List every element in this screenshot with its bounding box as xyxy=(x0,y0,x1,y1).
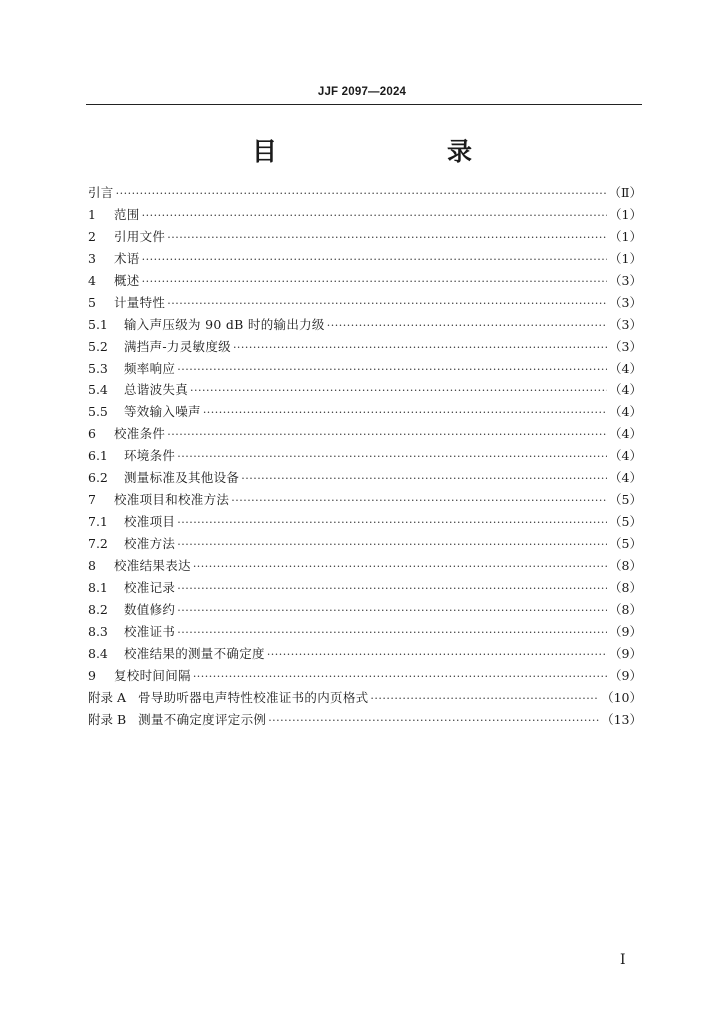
toc-entry-title: 测量不确定度评定示例 xyxy=(138,711,267,727)
toc-entry-number: 8.2 xyxy=(88,601,108,617)
toc-entry-title: 总谐波失真 xyxy=(124,382,189,398)
toc-leader-dots xyxy=(177,534,607,556)
toc-entry-page: （5） xyxy=(609,536,642,551)
toc-entry[interactable] xyxy=(88,226,642,248)
toc-entry[interactable] xyxy=(88,467,642,489)
toc-entry[interactable] xyxy=(88,248,642,270)
toc-entry-page: （8） xyxy=(609,579,642,595)
toc-entry-title: 频率响应 xyxy=(124,360,176,376)
toc-entry-number: 6.1 xyxy=(88,448,108,464)
toc-entry-title: 校准证书 xyxy=(124,623,176,639)
toc-entry[interactable] xyxy=(88,204,642,226)
toc-entry-title: 计量特性 xyxy=(114,294,166,310)
toc-entry-page: （1） xyxy=(609,228,642,244)
toc-entry-title: 骨导助听器电声特性校准证书的内页格式 xyxy=(138,689,369,705)
toc-leader-dots xyxy=(142,249,607,271)
toc-entry[interactable] xyxy=(88,358,642,380)
toc-entry-page: （9） xyxy=(609,645,642,661)
toc-entry-number: 1 xyxy=(88,206,96,222)
toc-entry-page: （4） xyxy=(609,382,642,398)
toc-leader-dots xyxy=(267,644,607,666)
toc-entry[interactable] xyxy=(88,643,642,665)
standard-code-header: JJF 2097—2024 xyxy=(317,86,407,98)
toc-entry-title: 等效输入噪声 xyxy=(124,404,201,420)
toc-leader-dots xyxy=(193,556,607,578)
toc-leader-dots xyxy=(231,490,607,512)
toc-entry-title: 复校时间间隔 xyxy=(114,667,191,683)
toc-entry[interactable] xyxy=(88,423,642,445)
toc-entry-page: （5） xyxy=(609,514,642,530)
toc-entry-title: 引用文件 xyxy=(114,228,166,244)
toc-entry-title: 输入声压级为 90 dB 时的输出力级 xyxy=(124,316,325,332)
toc-leader-dots xyxy=(177,578,607,600)
toc-leader-dots xyxy=(203,402,607,424)
toc-entry-number: 5 xyxy=(88,294,96,310)
toc-entry-page: （10） xyxy=(601,689,642,705)
toc-entry[interactable] xyxy=(88,555,642,577)
toc-entry-page: （5） xyxy=(609,492,642,508)
toc-entry[interactable] xyxy=(88,489,642,511)
toc-leader-dots xyxy=(142,205,607,227)
toc-entry[interactable] xyxy=(88,270,642,292)
toc-entry-number: 附录 A xyxy=(88,689,127,705)
toc-entry-page: （8） xyxy=(609,557,642,573)
toc-entry-number: 6 xyxy=(88,426,96,442)
toc-leader-dots xyxy=(142,271,607,293)
toc-entry-page: （3） xyxy=(609,272,642,288)
toc-entry-title: 测量标准及其他设备 xyxy=(124,470,240,486)
toc-entry[interactable] xyxy=(88,182,642,204)
toc-title: 目 录 xyxy=(251,137,512,166)
toc-leader-dots xyxy=(241,468,607,490)
toc-leader-dots xyxy=(167,293,607,315)
table-of-contents xyxy=(88,182,642,730)
toc-entry-number: 9 xyxy=(88,667,96,683)
toc-entry-number: 2 xyxy=(88,228,96,244)
toc-entry-number: 7.1 xyxy=(88,514,108,530)
toc-entry-number: 7 xyxy=(88,492,96,508)
toc-entry-title: 校准记录 xyxy=(124,579,176,595)
toc-entry[interactable] xyxy=(88,709,642,731)
toc-entry-number: 8 xyxy=(88,557,96,573)
toc-entry-title: 校准项目 xyxy=(124,514,176,530)
toc-entry-title: 术语 xyxy=(114,250,140,266)
toc-entry-page: （4） xyxy=(609,360,642,376)
toc-entry-number: 5.1 xyxy=(88,316,108,332)
toc-entry-number: 8.1 xyxy=(88,579,108,595)
toc-entry[interactable] xyxy=(88,577,642,599)
toc-entry-page: （4） xyxy=(609,470,642,486)
toc-leader-dots xyxy=(177,512,607,534)
toc-entry[interactable] xyxy=(88,292,642,314)
toc-entry-number: 4 xyxy=(88,272,96,288)
toc-entry-number: 3 xyxy=(88,250,96,266)
toc-leader-dots xyxy=(190,380,607,402)
toc-leader-dots xyxy=(193,666,607,688)
toc-entry-number: 附录 B xyxy=(88,711,127,727)
toc-entry-title: 范围 xyxy=(114,206,140,222)
toc-leader-dots xyxy=(327,315,607,337)
toc-entry-number: 5.4 xyxy=(88,382,108,398)
toc-leader-dots xyxy=(233,337,607,359)
toc-entry-title: 校准方法 xyxy=(124,536,176,551)
toc-entry-page: （1） xyxy=(609,206,642,222)
toc-entry-title: 校准结果表达 xyxy=(114,557,191,573)
toc-entry-page: （4） xyxy=(609,448,642,464)
toc-leader-dots xyxy=(177,600,607,622)
toc-entry[interactable] xyxy=(88,665,642,687)
toc-entry-title: 校准条件 xyxy=(114,426,166,442)
toc-entry-page: （9） xyxy=(609,623,642,639)
toc-entry-number: 8.4 xyxy=(88,645,108,661)
toc-leader-dots xyxy=(268,710,599,732)
toc-entry-number: 6.2 xyxy=(88,470,108,486)
toc-entry-number: 5.3 xyxy=(88,360,108,376)
toc-entry[interactable] xyxy=(88,599,642,621)
toc-entry-page: （3） xyxy=(609,338,642,354)
toc-entry[interactable] xyxy=(88,445,642,467)
toc-entry[interactable] xyxy=(88,621,642,643)
toc-entry[interactable] xyxy=(88,533,642,555)
toc-entry[interactable] xyxy=(88,379,642,401)
toc-entry-number: 5.2 xyxy=(88,338,108,354)
toc-entry-page: （8） xyxy=(609,601,642,617)
toc-entry-title: 校准结果的测量不确定度 xyxy=(124,645,265,661)
toc-entry-number: 8.3 xyxy=(88,623,108,639)
toc-entry-title: 校准项目和校准方法 xyxy=(114,492,230,508)
toc-entry-title: 引言 xyxy=(88,185,114,200)
toc-entry[interactable] xyxy=(88,401,642,423)
toc-entry[interactable] xyxy=(88,336,642,358)
toc-leader-dots xyxy=(370,688,599,710)
toc-leader-dots xyxy=(167,227,607,249)
toc-entry-page: （3） xyxy=(609,316,642,332)
toc-entry[interactable] xyxy=(88,687,642,709)
toc-entry-title: 概述 xyxy=(114,272,140,288)
header-rule xyxy=(86,104,642,105)
toc-entry-page: （9） xyxy=(609,667,642,683)
toc-entry-number: 7.2 xyxy=(88,536,108,551)
toc-entry-title: 环境条件 xyxy=(124,448,176,464)
toc-entry-title: 满挡声-力灵敏度级 xyxy=(124,338,231,354)
toc-leader-dots xyxy=(116,183,607,205)
toc-entry-page: （13） xyxy=(601,711,642,727)
toc-leader-dots xyxy=(177,622,607,644)
toc-entry[interactable] xyxy=(88,314,642,336)
toc-entry-page: （4） xyxy=(609,426,642,442)
toc-entry-title: 数值修约 xyxy=(124,601,176,617)
toc-entry-number: 5.5 xyxy=(88,404,108,420)
toc-leader-dots xyxy=(167,424,607,446)
page-number: Ⅰ xyxy=(620,952,626,968)
toc-entry-page: （Ⅱ） xyxy=(608,185,642,200)
toc-leader-dots xyxy=(177,359,607,381)
toc-entry[interactable] xyxy=(88,511,642,533)
toc-entry-page: （3） xyxy=(609,294,642,310)
toc-entry-page: （1） xyxy=(609,250,642,266)
toc-leader-dots xyxy=(177,446,607,468)
toc-entry-page: （4） xyxy=(609,404,642,420)
